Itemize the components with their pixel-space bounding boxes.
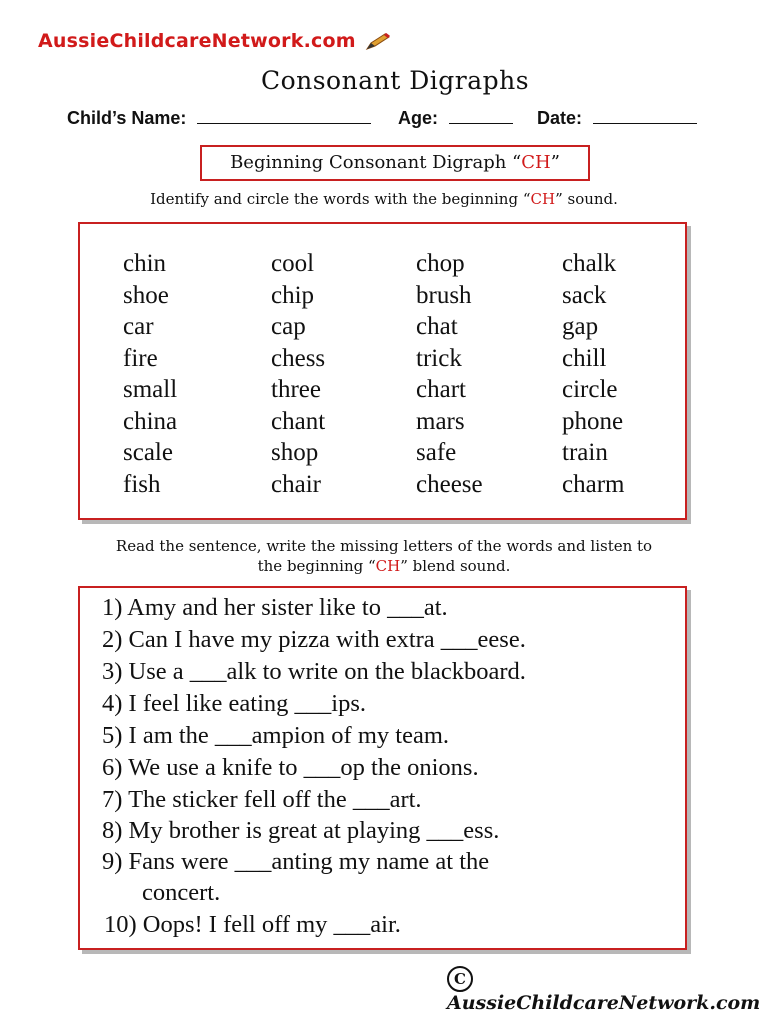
word-item[interactable]: chant [271,407,326,435]
date-blank[interactable] [593,109,697,124]
instruction-fill-line2 [0,556,768,576]
word-item[interactable]: chin [123,250,167,277]
sentence-continuation: concert. [142,879,221,906]
subtitle-box [200,145,590,181]
word-item[interactable]: small [123,376,178,403]
instruction-circle-prefix: Identify and circle the words with the beginning “ [150,190,531,208]
word-item[interactable]: chess [271,344,326,372]
child-name-field[interactable] [67,108,371,129]
word-column-3 [416,248,483,500]
word-item[interactable]: shoe [123,281,169,309]
pencil-icon [365,33,391,51]
word-item[interactable]: charm [562,470,625,498]
word-item[interactable]: chart [416,376,466,403]
word-item[interactable]: car [123,313,154,340]
instruction-fill-line1: Read the sentence, write the missing letters of the words and listen to [115,537,653,555]
word-item[interactable]: cap [271,313,306,340]
sentence-item[interactable]: 1) Amy and her sister like to ___at. [102,594,448,621]
word-item[interactable]: train [562,439,608,466]
word-item[interactable]: chip [271,281,315,309]
word-item[interactable]: chop [416,250,465,277]
footer-copyright [447,966,768,1014]
instruction-fill-in [0,536,768,576]
word-item[interactable]: phone [562,407,624,435]
date-field[interactable] [537,108,697,129]
age-field[interactable] [398,108,513,129]
word-item[interactable]: shop [271,439,319,466]
word-item[interactable]: cool [271,250,315,277]
age-label: Age: [398,108,438,128]
instruction-fill-digraph: CH [375,557,401,575]
sentence-item[interactable]: 3) Use a ___alk to write on the blackboard. [102,658,526,685]
instruction-fill-suffix: ” blend sound. [400,557,511,575]
child-name-blank[interactable] [197,109,371,124]
sentence-item[interactable]: 4) I feel like eating ___ips. [102,690,366,717]
subtitle-suffix: ” [550,152,560,173]
sentence-item[interactable]: 2) Can I have my pizza with extra ___eese. [102,626,526,653]
sentence-item[interactable]: 9) Fans were ___anting my name at the [102,848,490,875]
logo-text: AussieChildcareNetwork.com [38,30,356,52]
child-name-label: Child’s Name: [67,108,187,128]
word-item[interactable]: mars [416,407,465,435]
age-blank[interactable] [449,109,513,124]
word-item[interactable]: circle [562,376,618,403]
sentence-item[interactable]: 6) We use a knife to ___op the onions. [102,754,479,781]
word-item[interactable]: three [271,376,321,403]
word-item[interactable]: china [123,407,178,435]
word-column-1 [123,248,177,500]
date-label: Date: [537,108,583,128]
sentence-item[interactable]: 7) The sticker fell off the ___art. [102,786,422,813]
word-item[interactable]: trick [416,344,462,372]
page-title: Consonant Digraphs [260,66,530,95]
word-item[interactable]: chair [271,470,321,498]
instruction-circle-digraph: CH [530,190,556,208]
word-item[interactable]: chill [562,344,607,372]
sentence-item[interactable]: 5) I am the ___ampion of my team. [102,722,449,749]
subtitle-prefix: Beginning Consonant Digraph “ [230,152,522,173]
word-item[interactable]: brush [416,281,472,309]
word-item[interactable]: cheese [416,470,483,498]
sentence-item[interactable]: 10) Oops! I fell off my ___air. [104,911,401,938]
site-logo [38,30,391,52]
copyright-icon: C [447,966,473,992]
sentence-box [78,586,687,950]
word-item[interactable]: chalk [562,250,617,277]
instruction-circle [0,190,768,208]
word-item[interactable]: scale [123,439,173,466]
word-column-4 [562,248,624,500]
word-item[interactable]: fish [123,470,161,498]
word-item[interactable]: chat [416,313,458,340]
word-column-2 [271,248,325,500]
word-list-box [78,222,687,520]
instruction-fill-prefix: the beginning “ [257,557,376,575]
sentence-item[interactable]: 8) My brother is great at playing ___ess. [102,817,500,844]
word-item[interactable]: sack [562,281,607,309]
footer-text: AussieChildcareNetwork.com [447,992,761,1014]
word-item[interactable]: safe [416,439,457,466]
word-item[interactable]: gap [562,313,599,340]
word-item[interactable]: fire [123,344,158,372]
instruction-circle-suffix: ” sound. [555,190,618,208]
subtitle-digraph: CH [521,152,551,173]
